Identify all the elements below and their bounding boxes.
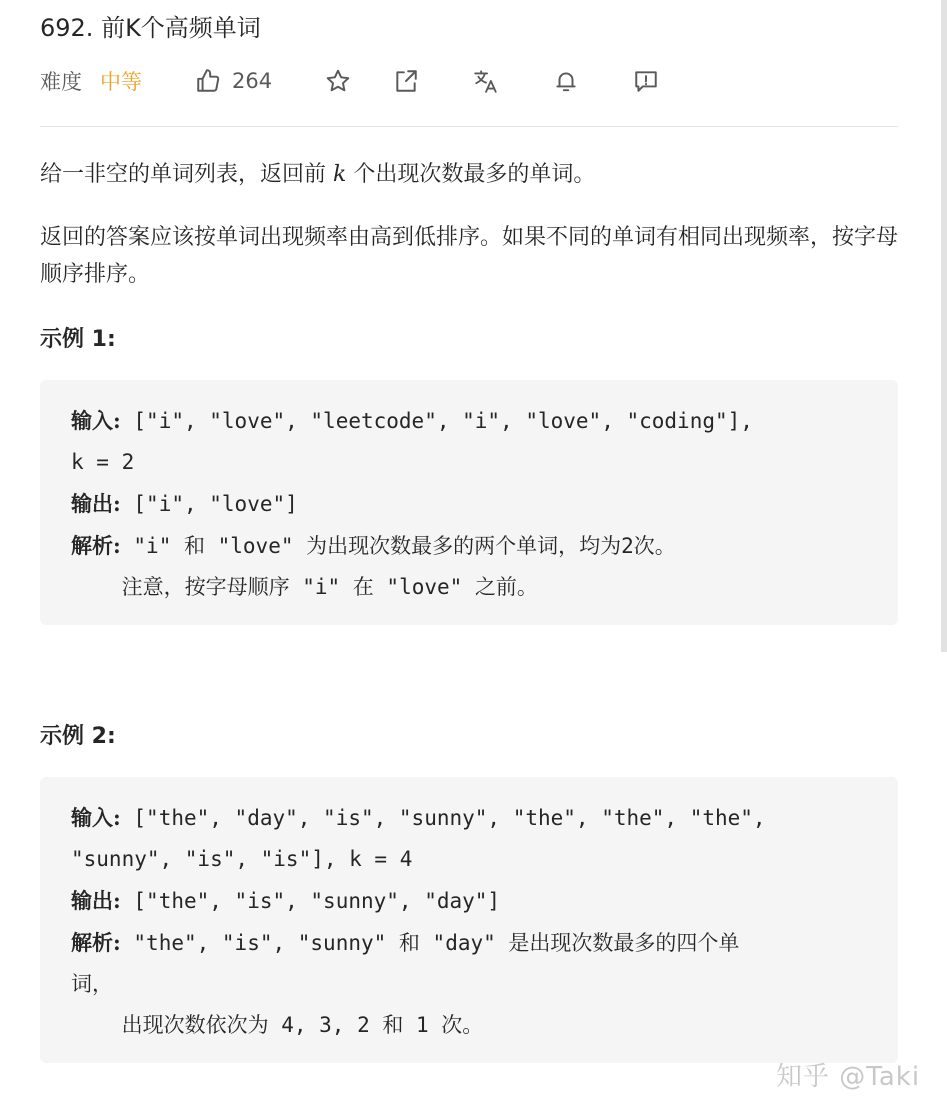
example-1-input-line: [71, 400, 878, 442]
star-icon[interactable]: [324, 67, 352, 95]
example-1-output-line: [71, 483, 878, 525]
difficulty-badge: 中等: [100, 70, 142, 94]
output-label: 输出:: [71, 888, 121, 913]
example-1-input-continuation: k = 2: [71, 450, 135, 474]
description-paragraph-1: [40, 156, 900, 193]
like-button[interactable]: [194, 67, 272, 95]
like-count: 264: [232, 69, 273, 93]
input-label: 输入:: [71, 805, 121, 830]
output-label: 输出:: [71, 491, 121, 516]
explain-label: 解析:: [71, 930, 121, 955]
problem-meta-bar: [40, 62, 660, 100]
explain-value: "the", "is", "sunny" 和 "day" 是出现次数最多的四个单: [120, 931, 740, 955]
example-2-explain-line: [71, 922, 878, 964]
input-value: ["i", "love", "leetcode", "i", "love", "coding"],: [120, 409, 753, 433]
example-2-explain-continuation: 出现次数依次为 4, 3, 2 和 1 次。: [71, 1013, 484, 1037]
example-2-input-line: [71, 797, 878, 839]
example-2-heading: 示例 2:: [40, 724, 116, 749]
example-1-codeblock: [40, 380, 898, 625]
example-2-output-line: [71, 880, 878, 922]
input-value: ["the", "day", "is", "sunny", "the", "the", "the",: [120, 806, 766, 830]
scrollbar[interactable]: [941, 0, 947, 652]
difficulty-label: 难度: [40, 70, 82, 94]
example-2-input-continuation: "sunny", "is", "is"], k = 4: [71, 847, 413, 871]
example-1-explain-continuation: 注意，按字母顺序 "i" 在 "love" 之前。: [71, 575, 538, 599]
output-value: ["the", "is", "sunny", "day"]: [120, 889, 501, 913]
example-2-explain-wrap: 词，: [71, 972, 113, 996]
description-text: 给一非空的单词列表，返回前: [40, 162, 333, 187]
variable-k: k: [333, 162, 347, 187]
output-value: ["i", "love"]: [120, 492, 298, 516]
example-1-explain-line: [71, 525, 878, 567]
explain-label: 解析:: [71, 533, 121, 558]
example-2-codeblock: [40, 777, 898, 1063]
watermark: 知乎 @Taki: [776, 1062, 921, 1092]
problem-title: 692. 前K个高频单词: [40, 14, 261, 42]
share-icon[interactable]: [392, 67, 420, 95]
translate-icon[interactable]: [472, 67, 500, 95]
description-paragraph-2: 返回的答案应该按单词出现频率由高到低排序。如果不同的单词有相同出现频率，按字母顺序排序。: [40, 225, 899, 287]
description-text: 个出现次数最多的单词。: [346, 162, 596, 187]
thumbs-up-icon: [194, 67, 222, 95]
header-divider: [40, 126, 898, 127]
bell-icon[interactable]: [552, 67, 580, 95]
explain-value: "i" 和 "love" 为出现次数最多的两个单词，均为2次。: [120, 534, 676, 558]
example-1-heading: 示例 1:: [40, 327, 116, 352]
input-label: 输入:: [71, 408, 121, 433]
feedback-icon[interactable]: [632, 67, 660, 95]
